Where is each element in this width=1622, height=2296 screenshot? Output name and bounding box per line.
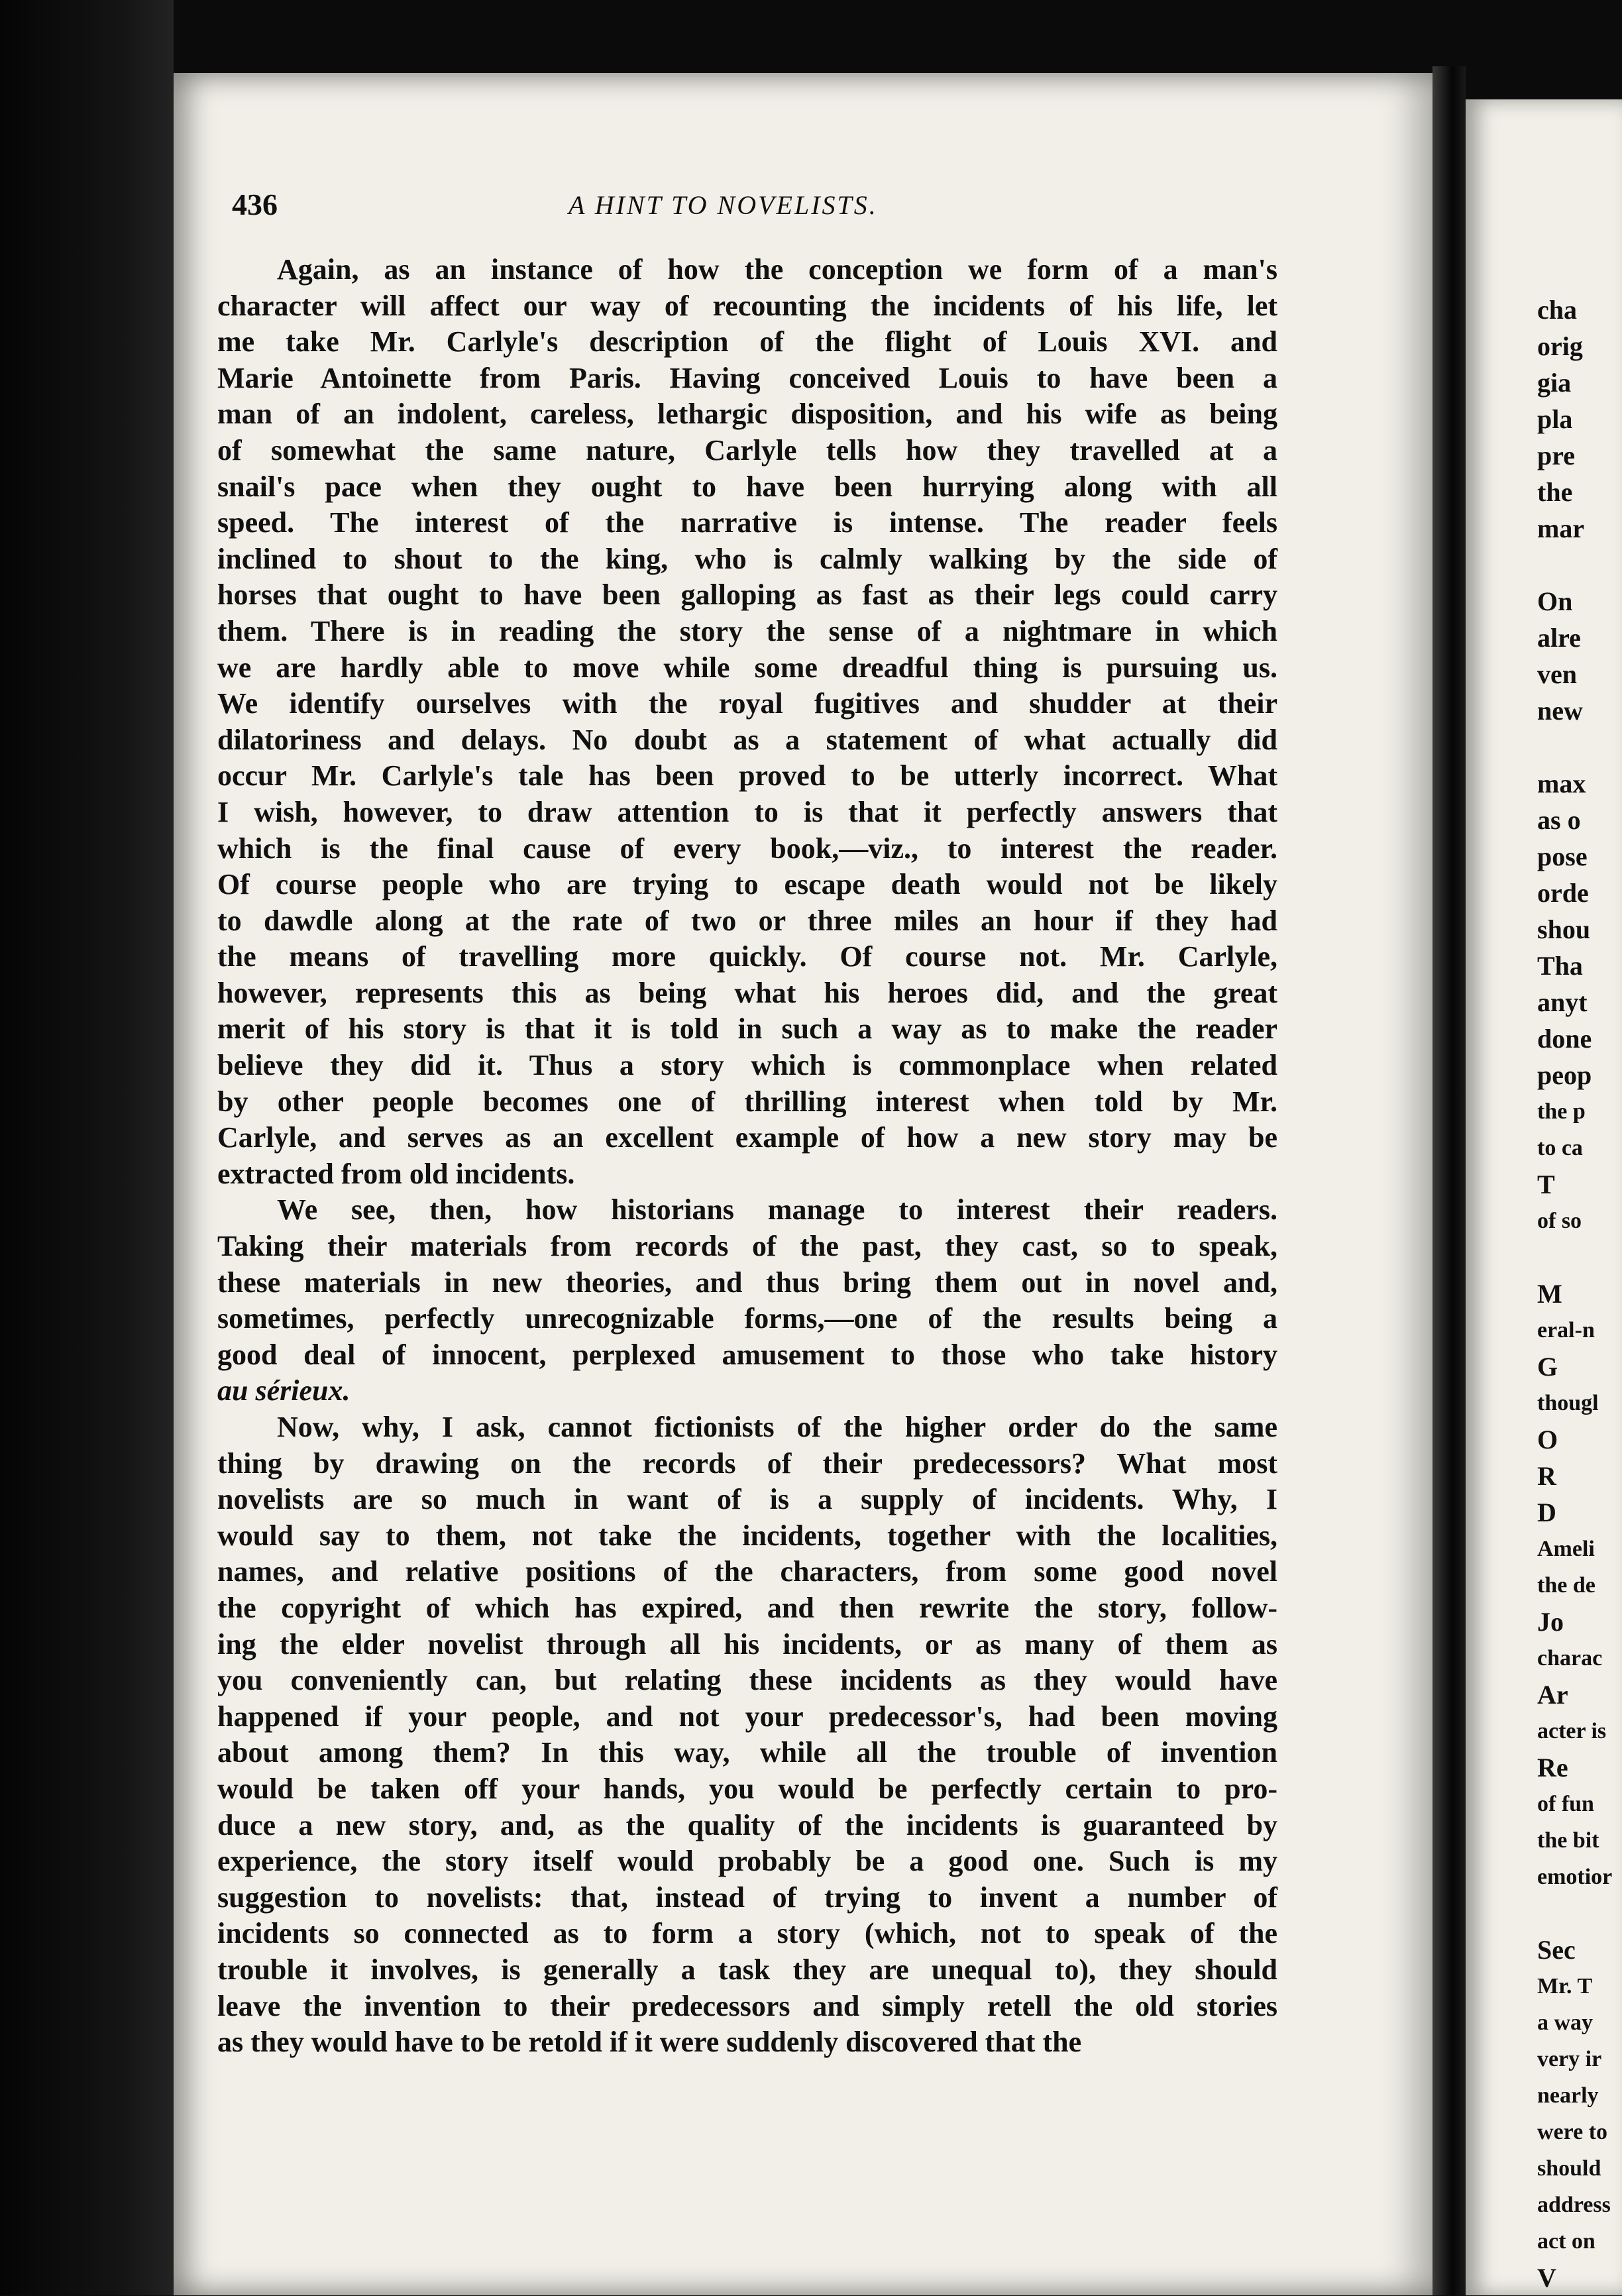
text-line: Carlyle, and serves as an excellent example of how a new story may be (217, 1121, 1277, 1154)
text-line: au sérieux. (217, 1374, 351, 1407)
facing-page-fragment: max (1537, 769, 1586, 798)
text-line: occur Mr. Carlyle's tale has been proved to be utterly incorrect. What (217, 759, 1277, 793)
facing-page-fragment: gia (1537, 368, 1572, 398)
facing-page-fragment: On (1537, 586, 1573, 616)
text-line: horses that ought to have been galloping as fast as their legs could carry (217, 578, 1277, 612)
facing-page-fragment: Ameli (1537, 1537, 1595, 1561)
text-line: novelists are so much in want of is a supply of incidents. Why, I (217, 1483, 1277, 1516)
text-line: about among them? In this way, while all the trouble of invention (217, 1736, 1277, 1769)
facing-page-text (1537, 292, 1622, 2296)
facing-page-fragment (1537, 547, 1622, 583)
facing-page-fragment: of fun (1537, 1792, 1594, 1816)
text-line: Now, why, I ask, cannot fictionists of the higher order do the same (277, 1411, 1277, 1443)
facing-page-fragment: the p (1537, 1099, 1586, 1124)
facing-page-fragment: a way (1537, 2010, 1594, 2035)
text-line: names, and relative positions of the characters, from some good novel (217, 1555, 1277, 1588)
text-line: we are hardly able to move while some dreadful thing is pursuing us. (217, 651, 1277, 684)
facing-page-fragment: Tha (1537, 951, 1583, 981)
facing-page-fragment: address (1537, 2193, 1611, 2217)
text-line: would say to them, not take the incidents, together with the localities, (217, 1519, 1277, 1552)
facing-page-fragment: T (1537, 1170, 1555, 1199)
text-line: ing the elder novelist through all his incidents, or as many of them as (217, 1627, 1277, 1661)
paragraph (217, 1192, 1277, 1409)
facing-page-fragment: as o (1537, 805, 1581, 835)
text-line: thing by drawing on the records of their predecessors? What most (217, 1447, 1277, 1480)
text-line: incidents so connected as to form a story (which, not to speak of the (217, 1917, 1277, 1950)
facing-page-fragment (1537, 1239, 1622, 1276)
facing-page-fragment: Jo (1537, 1607, 1564, 1637)
page-number: 436 (232, 188, 278, 221)
text-line: however, represents this as being what his heroes did, and the great (217, 976, 1277, 1009)
facing-page-fragment: Ar (1537, 1680, 1568, 1710)
text-line: man of an indolent, careless, lethargic disposition, and his wife as being (217, 398, 1277, 431)
left-margin-shadow (0, 0, 174, 2295)
facing-page-fragment: G (1537, 1352, 1558, 1382)
paragraph (217, 1409, 1277, 2061)
facing-page-fragment: D (1537, 1498, 1556, 1527)
facing-page-fragment: Mr. T (1537, 1974, 1593, 1998)
facing-page-fragment: pre (1537, 441, 1576, 470)
text-line: the copyright of which has expired, and then rewrite the story, follow- (217, 1591, 1277, 1624)
facing-page-fragment: pose (1537, 842, 1588, 871)
text-line: you conveniently can, but relating these incidents as they would have (217, 1664, 1277, 1697)
text-line: dilatoriness and delays. No doubt as a statement of what actually did (217, 723, 1277, 756)
facing-page-fragment: R (1537, 1461, 1556, 1491)
text-line: inclined to shout to the king, who is calmly walking by the side of (217, 542, 1277, 575)
facing-page-fragment: of so (1537, 1209, 1582, 1233)
text-line: them. There is in reading the story the sense of a nightmare in which (217, 614, 1277, 647)
text-line: believe they did it. Thus a story which is commonplace when related (217, 1049, 1277, 1082)
facing-page-fragment: the de (1537, 1573, 1595, 1598)
text-line: Again, as an instance of how the conception we form of a man's (277, 253, 1277, 286)
paragraph (217, 252, 1277, 1192)
facing-page-fragment: V (1537, 2263, 1556, 2293)
facing-page-fragment: orig (1537, 331, 1583, 361)
facing-page-fragment: eral-n (1537, 1318, 1595, 1342)
facing-page-fragment: pla (1537, 404, 1573, 434)
text-line: Taking their materials from records of the past, they cast, so to speak, (217, 1230, 1277, 1263)
text-line: the means of travelling more quickly. Of course not. Mr. Carlyle, (217, 940, 1277, 973)
text-line: trouble it involves, is generally a task they are unequal to), they should (217, 1953, 1277, 1986)
book-binding (1433, 66, 1466, 2295)
facing-page-fragment: shou (1537, 914, 1591, 944)
facing-page-fragment: acter is (1537, 1719, 1607, 1743)
text-line: character will affect our way of recounting the incidents of his life, let (217, 289, 1277, 322)
facing-page-fragment (1537, 1895, 1622, 1932)
text-line: which is the final cause of every book,—viz., to interest the reader. (217, 832, 1277, 865)
facing-page-fragment: orde (1537, 878, 1589, 908)
facing-page-fragment: anyt (1537, 987, 1588, 1017)
text-line: Marie Antoinette from Paris. Having conceived Louis to have been a (217, 361, 1277, 394)
facing-page-fragment: Sec (1537, 1935, 1576, 1965)
facing-page-fragment: emotior (1537, 1865, 1613, 1889)
text-line: good deal of innocent, perplexed amusement to those who take history (217, 1338, 1277, 1371)
text-line: experience, the story itself would probably be a good one. Such is my (217, 1845, 1277, 1878)
text-line: We identify ourselves with the royal fugitives and shudder at their (217, 687, 1277, 720)
text-line: We see, then, how historians manage to interest their readers. (277, 1193, 1277, 1227)
text-line: would be taken off your hands, you would be perfectly certain to pro- (217, 1772, 1277, 1805)
text-line: to dawdle along at the rate of two or three miles an hour if they had (217, 904, 1277, 937)
facing-page-fragment: done (1537, 1024, 1592, 1054)
text-line: suggestion to novelists: that, instead of trying to invent a number of (217, 1881, 1277, 1914)
facing-page-fragment: M (1537, 1279, 1562, 1309)
facing-page-fragment: Re (1537, 1753, 1568, 1782)
text-line: me take Mr. Carlyle's description of the flight of Louis XVI. and (217, 325, 1277, 358)
facing-page-fragment: mar (1537, 514, 1585, 543)
text-line: speed. The interest of the narrative is intense. The reader feels (217, 506, 1277, 539)
facing-page-fragment: very ir (1537, 2047, 1602, 2071)
facing-page-fragment: charac (1537, 1646, 1603, 1670)
text-line: of somewhat the same nature, Carlyle tells how they travelled at a (217, 433, 1277, 466)
facing-page-fragment: to ca (1537, 1136, 1583, 1160)
facing-page-fragment: O (1537, 1425, 1558, 1454)
facing-page-fragment: ven (1537, 659, 1577, 689)
text-line: sometimes, perfectly unrecognizable forms,—one of the results being a (217, 1302, 1277, 1335)
facing-page-fragment: cha (1537, 295, 1577, 325)
facing-page-fragment: peop (1537, 1060, 1592, 1090)
facing-page-fragment: the bit (1537, 1828, 1599, 1853)
text-line: Of course people who are trying to escape death would not be likely (217, 868, 1277, 901)
facing-page-fragment: were to (1537, 2120, 1608, 2144)
text-line: duce a new story, and, as the quality of the incidents is guaranteed by (217, 1808, 1277, 1841)
facing-page-fragment: new (1537, 696, 1583, 726)
facing-page-fragment: thougl (1537, 1391, 1599, 1415)
facing-page-fragment: should (1537, 2156, 1601, 2181)
text-line: merit of his story is that it is told in such a way as to make the reader (217, 1012, 1277, 1046)
facing-page-fragment (1537, 729, 1622, 765)
facing-page-fragment: alre (1537, 623, 1581, 653)
text-line: happened if your people, and not your predecessor's, had been moving (217, 1700, 1277, 1733)
page-header (232, 187, 1279, 233)
text-line: I wish, however, to draw attention to is that it perfectly answers that (217, 795, 1277, 828)
facing-page-fragment: the (1537, 477, 1573, 507)
text-line: as they would have to be retold if it were suddenly discovered that the (217, 2026, 1082, 2059)
text-line: leave the invention to their predecessors and simply retell the old stories (217, 1989, 1277, 2022)
text-line: these materials in new theories, and thus bring them out in novel and, (217, 1266, 1277, 1299)
text-line: snail's pace when they ought to have been hurrying along with all (217, 470, 1277, 503)
running-title: A HINT TO NOVELISTS. (568, 190, 878, 220)
facing-page-fragment: nearly (1537, 2083, 1599, 2108)
facing-page-fragment: act on (1537, 2229, 1595, 2254)
body-text (217, 252, 1277, 2061)
text-line: extracted from old incidents. (217, 1157, 575, 1190)
text-line: by other people becomes one of thrilling interest when told by Mr. (217, 1085, 1277, 1118)
